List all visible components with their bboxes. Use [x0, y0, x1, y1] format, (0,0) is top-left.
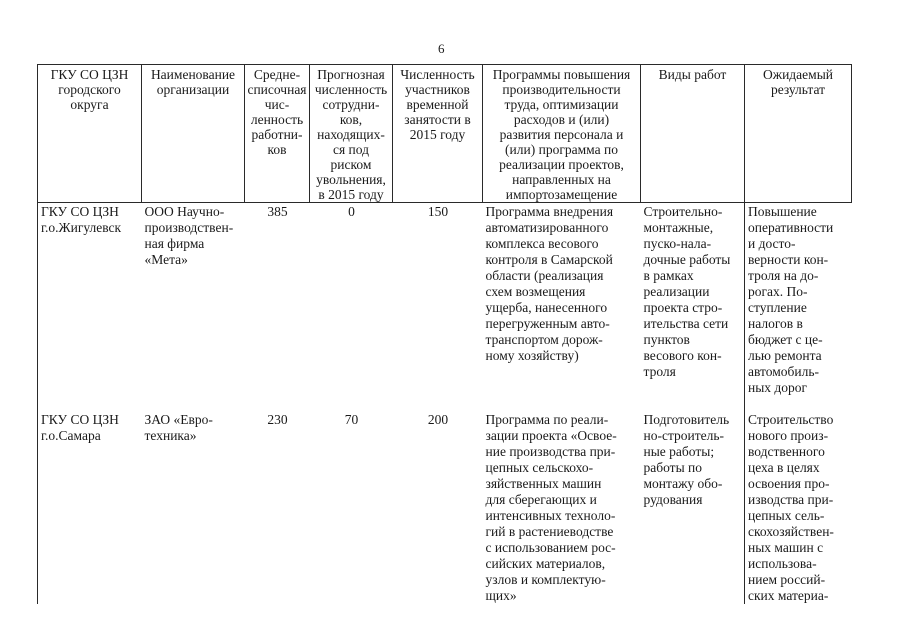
header-expected-result: Ожидаемый результат — [745, 65, 852, 203]
table-row — [38, 411, 852, 604]
cell-temporary-employment: 150 — [427, 204, 449, 219]
cell-organization: ООО Научно- производствен- ная фирма «Мета» — [144, 204, 234, 267]
cell-temporary-employment: 200 — [427, 412, 449, 427]
cell-work-types: Подготовитель но-строитель- ные работы; работы по монтажу обо- рудования — [643, 412, 730, 507]
header-temporary-employment: Численность участников временной занятости в 2015 году — [393, 65, 483, 203]
table-row — [38, 203, 852, 412]
cell-at-risk-staff: 70 — [344, 412, 359, 427]
header-at-risk-staff: Прогнозная численность сотрудни- ков, находящих- ся под риском увольнения, в 2015 году — [310, 65, 393, 203]
cell-program: Программа внедрения автоматизированного комплекса весового контроля в Самарской области (реализация схем возмещения ущерба, нанесенного перегруженным авто- транспортом дорож- ному хозяйству) — [485, 204, 614, 363]
header-average-staff: Средне- списочная чис- ленность работни- ков — [245, 65, 310, 203]
cell-average-staff: 385 — [267, 204, 288, 219]
cell-expected-result: Повышение оперативности и досто- верности кон- троля на до- рогах. По- ступление налогов в бюджет с це- лью ремонта автомобиль- ных дорог — [745, 203, 852, 412]
header-organization: Наименование организации — [142, 65, 245, 203]
header-work-types: Виды работ — [641, 65, 745, 203]
header-programs: Программы повышения производительности труда, оптимизации расходов и (или) развития персонала и (или) программа по реализации проектов, направленных на импортозамещение — [483, 65, 641, 203]
cell-program: Программа по реали- зации проекта «Освое- ние производства при- цепных сельскохо- зяйственных машин для сберегающих и интенсивных техноло- гий в растениеводстве с использованием рос- сийских материалов, узлов и комплектую- щих» — [485, 412, 617, 603]
cell-employment-center: ГКУ СО ЦЗН г.о.Самара — [38, 411, 142, 604]
page-number: 6 — [438, 41, 445, 56]
cell-organization: ЗАО «Евро- техника» — [144, 412, 213, 443]
table-header-row — [38, 65, 852, 203]
cell-average-staff: 230 — [267, 412, 288, 427]
cell-work-types: Строительно- монтажные, пуско-нала- дочные работы в рамках реализации проекта стро- ительства сети пунктов весового кон- троля — [643, 204, 731, 379]
cell-at-risk-staff: 0 — [348, 204, 355, 219]
cell-employment-center: ГКУ СО ЦЗН г.о.Жигулевск — [38, 203, 142, 412]
cell-expected-result: Строительство нового произ- водственного цеха в целях освоения про- изводства при- цепных сель- скохозяйствен- ных машин с использова- нием россий- ских материа- — [745, 411, 852, 604]
header-employment-center: ГКУ СО ЦЗН городского округа — [38, 65, 142, 203]
employment-programs-table — [37, 64, 852, 604]
